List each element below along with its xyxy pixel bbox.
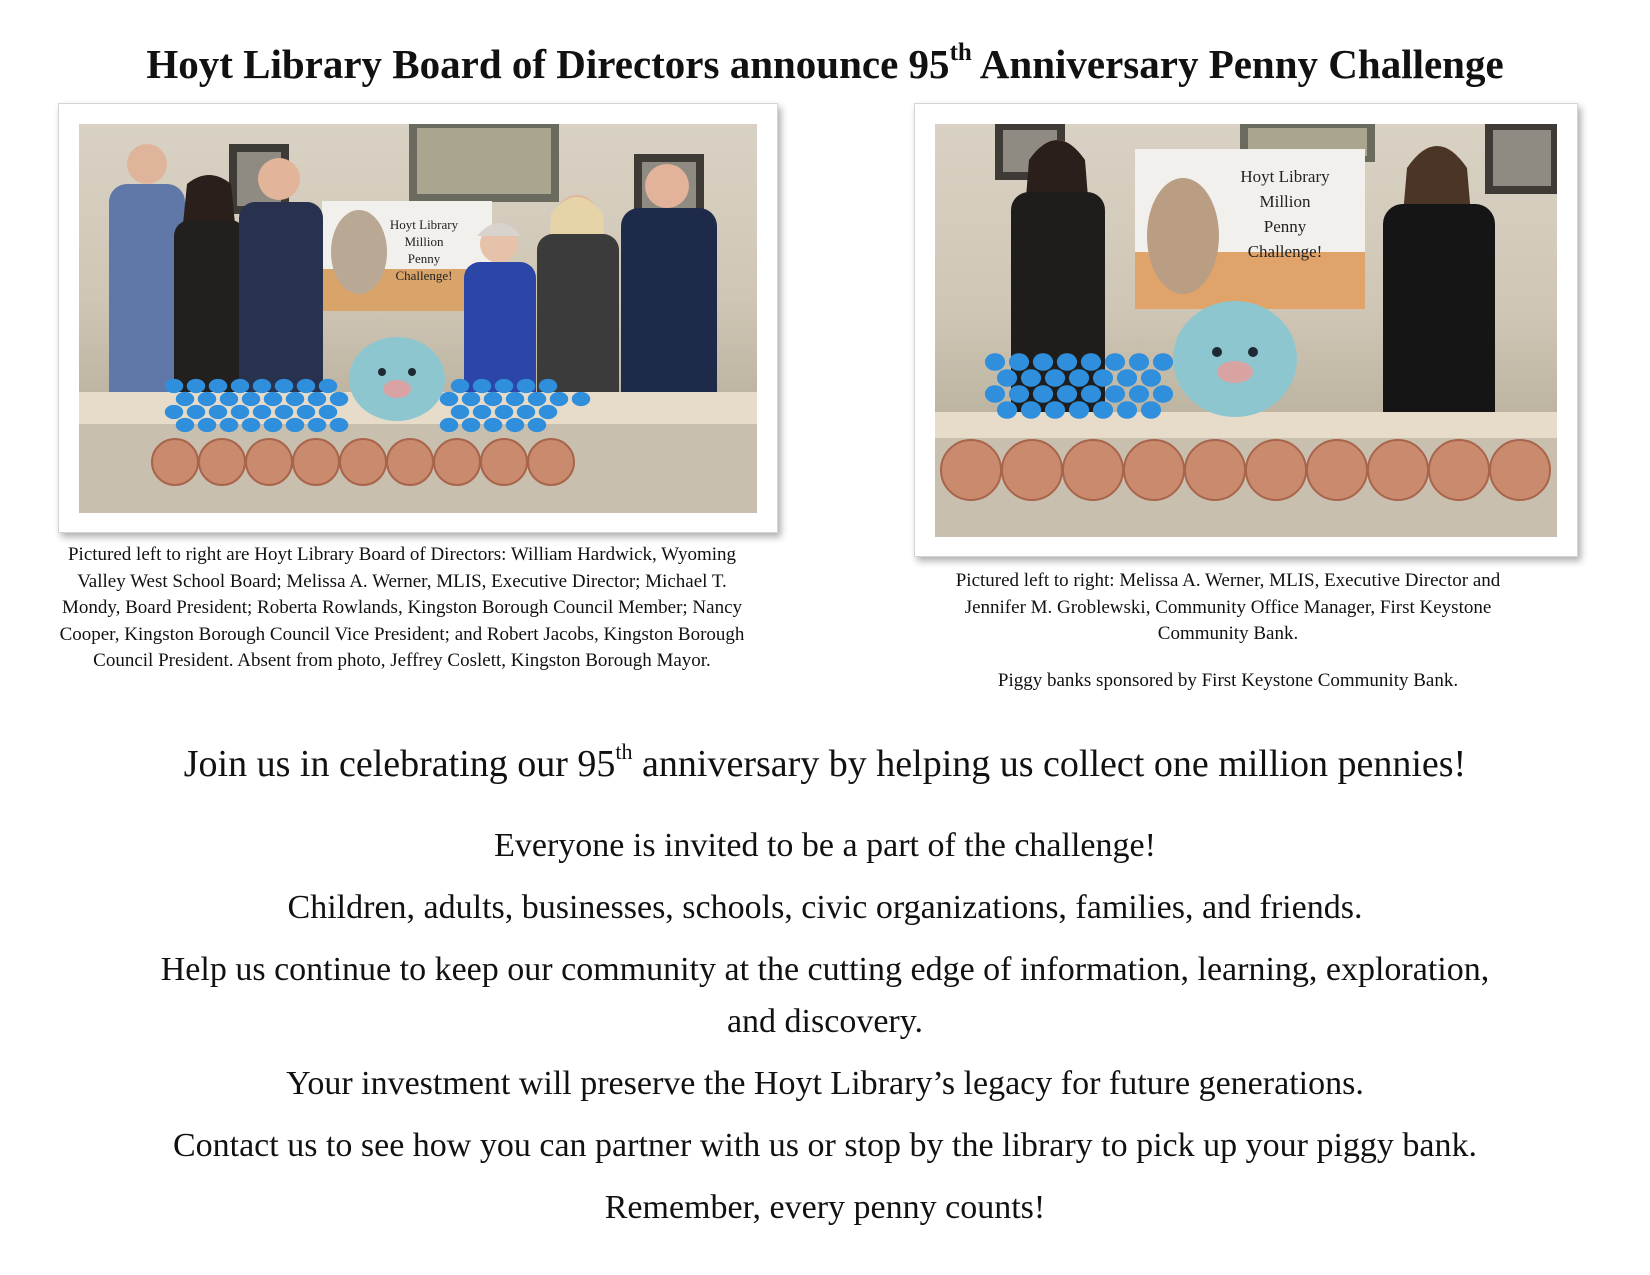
small-piggy-bank [550, 392, 568, 406]
small-piggy-bank [572, 392, 590, 406]
small-piggy-bank [198, 418, 216, 432]
small-piggy-bank [264, 418, 282, 432]
sign-text: Penny [1263, 217, 1307, 236]
small-piggy-bank [1045, 401, 1065, 419]
small-piggy-bank [1153, 353, 1173, 371]
sponsor-note: Piggy banks sponsored by First Keystone Community Bank. [997, 670, 1459, 691]
small-piggy-bank [1021, 401, 1041, 419]
large-piggy-bank [349, 337, 445, 421]
sign-text: Penny [407, 251, 441, 266]
small-piggy-bank [484, 392, 502, 406]
small-piggy-bank [462, 392, 480, 406]
small-piggy-bank [220, 418, 238, 432]
giant-penny [434, 439, 480, 485]
small-piggy-bank [1033, 385, 1053, 403]
small-piggy-bank [506, 392, 524, 406]
page-title: Hoyt Library Board of Directors announce 95th Anniversary Penny Challenge [146, 39, 1504, 87]
board-group-photo [79, 124, 757, 513]
small-piggy-bank [275, 379, 293, 393]
small-piggy-bank [231, 405, 249, 419]
small-piggy-bank [484, 418, 502, 432]
small-piggy-bank [1141, 369, 1161, 387]
small-piggy-bank [473, 405, 491, 419]
small-piggy-bank [997, 401, 1017, 419]
small-piggy-bank [495, 405, 513, 419]
small-piggy-bank [1069, 369, 1089, 387]
giant-penny [1124, 440, 1184, 500]
small-piggy-bank [539, 405, 557, 419]
small-piggy-bank [1093, 401, 1113, 419]
giant-penny [941, 440, 1001, 500]
small-piggy-bank [985, 353, 1005, 371]
small-piggy-bank [440, 418, 458, 432]
small-piggy-bank [473, 379, 491, 393]
small-piggy-bank [517, 405, 535, 419]
small-piggy-bank [440, 392, 458, 406]
small-piggy-bank [1021, 369, 1041, 387]
small-piggy-bank [1129, 385, 1149, 403]
left-photo-frame [58, 103, 778, 533]
small-piggy-bank [209, 379, 227, 393]
small-piggy-bank [1105, 385, 1125, 403]
small-piggy-bank [1129, 353, 1149, 371]
small-piggy-bank [176, 418, 194, 432]
small-piggy-bank [1057, 385, 1077, 403]
small-piggy-bank [198, 392, 216, 406]
giant-penny [387, 439, 433, 485]
giant-penny [293, 439, 339, 485]
audience-line: Children, adults, businesses, schools, civic organizations, families, and friends. [287, 889, 1363, 926]
small-piggy-bank [308, 418, 326, 432]
giant-penny [1246, 440, 1306, 500]
giant-penny [340, 439, 386, 485]
small-piggy-bank [1117, 369, 1137, 387]
closing-line: Remember, every penny counts! [604, 1189, 1046, 1226]
small-piggy-bank [165, 405, 183, 419]
small-piggy-bank [506, 418, 524, 432]
bank-partner-photo [935, 124, 1557, 537]
small-piggy-bank [286, 392, 304, 406]
small-piggy-bank [495, 379, 513, 393]
small-piggy-bank [997, 369, 1017, 387]
contact-line: Contact us to see how you can partner with us or stop by the library to pick up your piggy bank. [172, 1127, 1478, 1164]
small-piggy-bank [1033, 353, 1053, 371]
small-piggy-bank [451, 405, 469, 419]
penny-jar [331, 210, 387, 294]
giant-penny [481, 439, 527, 485]
penny-jar [1147, 178, 1219, 294]
right-photo-frame [914, 103, 1578, 557]
small-piggy-bank [1069, 401, 1089, 419]
small-piggy-bank [517, 379, 535, 393]
small-piggy-bank [1009, 385, 1029, 403]
small-piggy-bank [165, 379, 183, 393]
giant-penny [1429, 440, 1489, 500]
sign-text: Hoyt Library [389, 217, 459, 232]
large-piggy-bank [1173, 301, 1297, 417]
giant-penny [528, 439, 574, 485]
sign-text: Challenge! [395, 268, 453, 283]
small-piggy-bank [253, 405, 271, 419]
small-piggy-bank [1153, 385, 1173, 403]
small-piggy-bank [1045, 369, 1065, 387]
small-piggy-bank [242, 418, 260, 432]
giant-penny [199, 439, 245, 485]
small-piggy-bank [231, 379, 249, 393]
small-piggy-bank [462, 418, 480, 432]
small-piggy-bank [308, 392, 326, 406]
small-piggy-bank [1105, 353, 1125, 371]
sign-text: Hoyt Library [1240, 167, 1330, 186]
small-piggy-bank [242, 392, 260, 406]
giant-penny [152, 439, 198, 485]
small-piggy-bank [1141, 401, 1161, 419]
left-photo [79, 124, 757, 513]
mission-line: Help us continue to keep our community at the cutting edge of information, learning, exploration, [160, 951, 1490, 988]
invite-line: Everyone is invited to be a part of the challenge! [494, 827, 1156, 864]
sign-text: Challenge! [1247, 242, 1323, 261]
small-piggy-bank [1093, 369, 1113, 387]
small-piggy-bank [985, 385, 1005, 403]
small-piggy-bank [209, 405, 227, 419]
small-piggy-bank [1009, 353, 1029, 371]
small-piggy-bank [286, 418, 304, 432]
small-piggy-bank [220, 392, 238, 406]
giant-penny [1307, 440, 1367, 500]
small-piggy-bank [1117, 401, 1137, 419]
small-piggy-bank [319, 379, 337, 393]
giant-penny [1002, 440, 1062, 500]
small-piggy-bank [330, 392, 348, 406]
giant-penny [1368, 440, 1428, 500]
giant-penny [1063, 440, 1123, 500]
small-piggy-bank [275, 405, 293, 419]
small-piggy-bank [451, 379, 469, 393]
small-piggy-bank [1081, 353, 1101, 371]
small-piggy-bank [297, 405, 315, 419]
legacy-line: Your investment will preserve the Hoyt Library’s legacy for future generations. [286, 1065, 1364, 1102]
small-piggy-bank [330, 418, 348, 432]
sign-text: Million [404, 234, 444, 249]
small-piggy-bank [539, 379, 557, 393]
lead-line: Join us in celebrating our 95th anniversary by helping us collect one million pennies! [183, 739, 1467, 785]
giant-penny [1490, 440, 1550, 500]
small-piggy-bank [264, 392, 282, 406]
left-photo-caption: Pictured left to right are Hoyt Library Board of Directors: William Hardwick, Wyoming Valley West School Board; Melissa A. Werner, MLIS, Executive Director; Michael T. Mondy, Board President; Roberta Rowlands, Kingston Borough Council Member; Nancy Cooper, Kingston Borough Council Vice President; and Robert Jacobs, Kingston Borough Council President. Absent from photo, Jeffrey Coslett, Kingston Borough Mayor. [59, 544, 745, 671]
mission-line-continued: and discovery. [726, 1003, 924, 1040]
small-piggy-bank [187, 379, 205, 393]
right-photo-caption: Pictured left to right: Melissa A. Werner, MLIS, Executive Director and Jennifer M. Groblewski, Community Office Manager, First Keystone Community Bank. [955, 570, 1501, 644]
small-piggy-bank [176, 392, 194, 406]
small-piggy-bank [253, 379, 271, 393]
small-piggy-bank [1081, 385, 1101, 403]
giant-penny [1185, 440, 1245, 500]
giant-penny [246, 439, 292, 485]
sign-text: Million [1259, 192, 1311, 211]
small-piggy-bank [297, 379, 315, 393]
right-photo [935, 124, 1557, 537]
small-piggy-bank [528, 418, 546, 432]
small-piggy-bank [1057, 353, 1077, 371]
small-piggy-bank [187, 405, 205, 419]
small-piggy-bank [528, 392, 546, 406]
small-piggy-bank [319, 405, 337, 419]
